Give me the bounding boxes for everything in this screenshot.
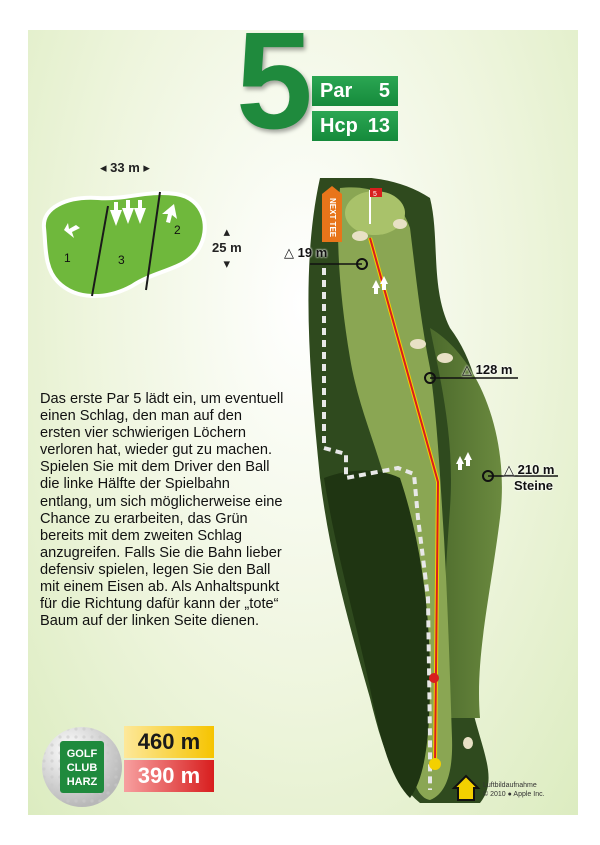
green-diagram [36, 158, 216, 308]
green-depth-label: ▴ 25 m ▾ [212, 224, 242, 271]
bunker [393, 219, 407, 229]
distance-label: △ 19 m [284, 245, 328, 260]
triangle-icon: △ [504, 462, 514, 477]
par-label: Par [320, 79, 353, 102]
hcp-badge [312, 111, 398, 141]
aerial-map [280, 178, 580, 808]
hcp-label: Hcp [320, 114, 358, 137]
zone-label: 3 [118, 253, 125, 267]
bunker [463, 737, 473, 749]
next-tee-label: NEXT TEE [328, 198, 337, 238]
logo-text: GOLF [66, 748, 98, 760]
arrow-left-icon: ◂ [100, 160, 107, 175]
hole-description: Das erste Par 5 lädt ein, um eventuell einen Schlag, den man auf den ersten vier schwierigen Löchern verloren hat, wieder gut zu machen. Spielen Sie mit dem Driver den Ball die linke Hälfte der Spielbahn entlang, um sich möglicherweise eine Chance zu erarbeiten, das Grün bereits mit dem zweiten Schlag anzugreifen. Falls Sie die Bahn lieber defensiv spielen, legen Sie den Ball mit einem Eisen ab. Als Anhaltspunkt für die Richtung dafür kann der „tote“ Baum auf der linken Seite dienen. [40, 391, 284, 630]
par-badge [312, 76, 398, 106]
bunker [437, 353, 453, 363]
marker-note: Steine [514, 478, 554, 493]
distance-label: △ 210 m [504, 462, 555, 477]
triangle-icon: △ [462, 362, 472, 377]
arrow-right-icon: ▸ [143, 160, 150, 175]
yellow-tee-marker [429, 758, 441, 770]
zone-label: 2 [174, 223, 181, 237]
green-width-label: ◂ 33 m ▸ [100, 160, 150, 175]
golf-ball-logo [40, 725, 124, 809]
hole-number: 5 [236, 4, 309, 158]
red-tee-length: 390 m [124, 760, 214, 792]
logo-text: HARZ [66, 776, 98, 788]
logo-text: CLUB [66, 762, 98, 774]
arrow-up-icon: ▴ [223, 224, 231, 239]
zone-label: 1 [64, 251, 71, 265]
image-credit: Luftbildaufnahme © 2010 ● Apple Inc. [483, 782, 545, 798]
flag-number: 5 [373, 191, 377, 198]
par-value: 5 [378, 79, 390, 102]
bunker [410, 339, 426, 349]
arrow-down-icon: ▾ [223, 256, 231, 271]
yellow-tee-length: 460 m [124, 726, 214, 758]
triangle-icon: △ [284, 245, 294, 260]
red-tee-marker [429, 673, 439, 683]
bunker [352, 231, 368, 241]
hcp-value: 13 [367, 114, 390, 137]
distance-label: △ 128 m [462, 362, 513, 377]
